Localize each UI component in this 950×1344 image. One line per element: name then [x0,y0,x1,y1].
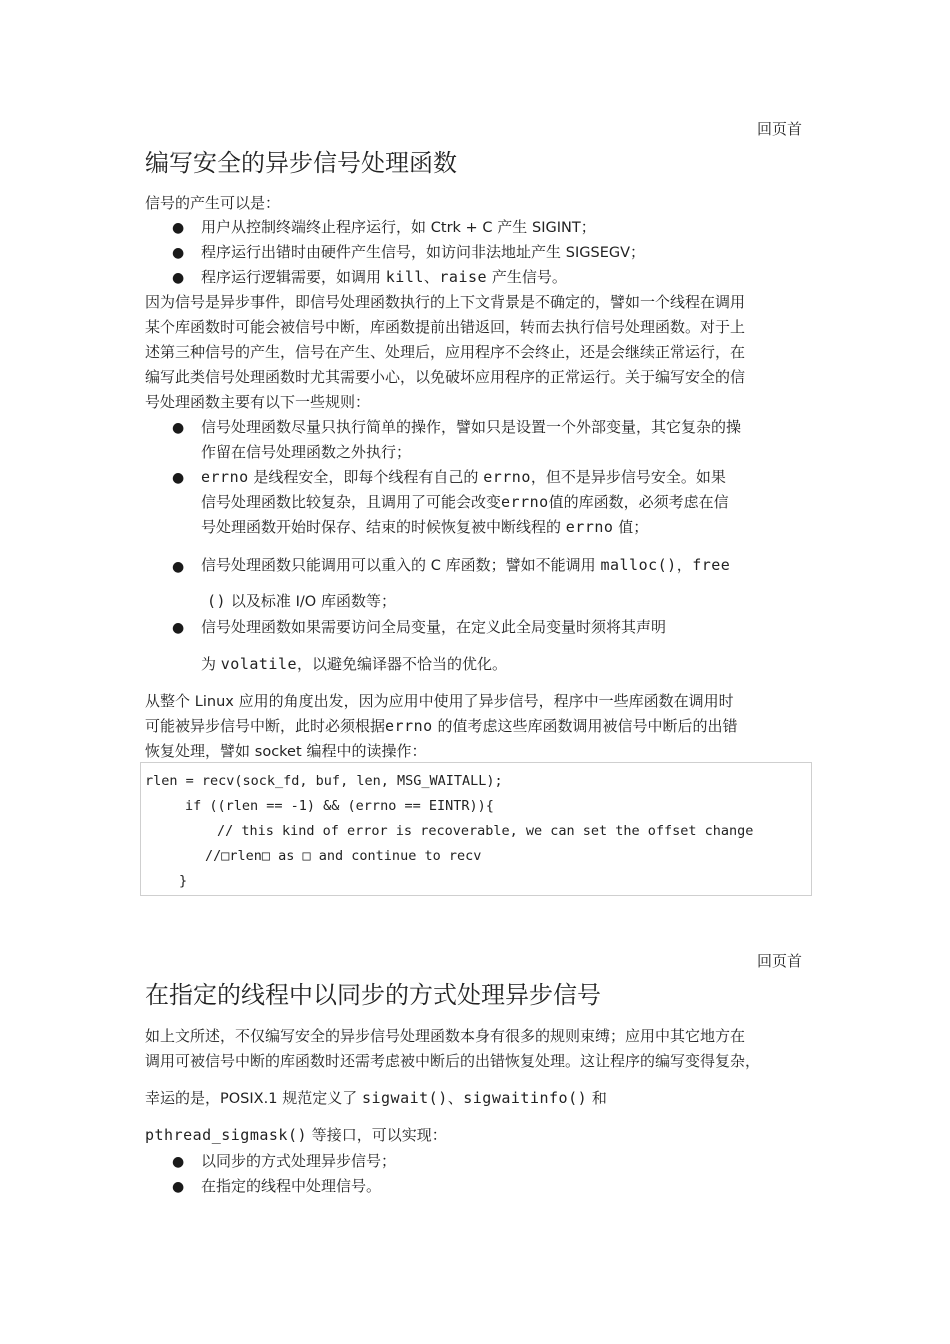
paragraph-line: 幸运的是，POSIX.1 规范定义了 sigwait()、sigwaitinfo() 和 [145,1089,607,1107]
rule-item-line: 为 volatile，以避免编译器不恰当的优化。 [201,655,508,673]
paragraph-line: 编写此类信号处理函数时尤其需要小心，以免破坏应用程序的正常运行。关于编写安全的信 [145,368,746,386]
paragraph-line: 号处理函数主要有以下一些规则： [145,393,371,411]
code-line: if ((rlen == -1) && (errno == EINTR)){ [185,798,494,814]
paragraph-line: 因为信号是异步事件，即信号处理函数执行的上下文背景是不确定的，譬如一个线程在调用 [145,293,746,311]
intro-text: 信号的产生可以是： [145,194,281,212]
code-line: rlen = recv(sock_fd, buf, len, MSG_WAITALL); [145,773,503,789]
code-line: // this kind of error is recoverable, we can set the offset change [217,823,754,839]
paragraph-line: 如上文所述，不仅编写安全的异步信号处理函数本身有很多的规则束缚；应用中其它地方在 [145,1027,746,1045]
list-item: 用户从控制终端终止程序运行，如 Ctrk + C 产生 SIGINT； [201,218,596,236]
code-line: } [179,873,188,889]
paragraph-line: 调用可被信号中断的库函数时还需考虑被中断后的出错恢复处理。这让程序的编写变得复杂， [145,1052,761,1070]
bullet-icon: ● [172,620,185,636]
list-item: 以同步的方式处理异步信号； [201,1152,397,1170]
list-item: 程序运行出错时由硬件产生信号，如访问非法地址产生 SIGSEGV； [201,243,646,261]
rule-item-line: 信号处理函数比较复杂，且调用了可能会改变errno值的库函数，必须考虑在信 [201,493,729,511]
bullet-icon: ● [172,559,185,575]
bullet-icon: ● [172,1154,185,1170]
rule-item-line: 作留在信号处理函数之外执行； [201,443,412,461]
list-item: 程序运行逻辑需要，如调用 kill、raise 产生信号。 [201,268,567,286]
rule-item-line: 信号处理函数如果需要访问全局变量，在定义此全局变量时须将其声明 [201,618,667,636]
bullet-icon: ● [172,420,185,436]
rule-item-line: errno 是线程安全，即每个线程有自己的 errno，但不是异步信号安全。如果 [201,468,726,486]
code-line: //□rlen□ as □ and continue to recv [205,848,482,864]
section-title-safe-signal-handlers: 编写安全的异步信号处理函数 [145,149,457,177]
bullet-icon: ● [172,220,185,236]
bullet-icon: ● [172,245,185,261]
paragraph-line: 恢复处理，譬如 socket 编程中的读操作： [145,742,427,760]
section-title-sync-signal-handling: 在指定的线程中以同步的方式处理异步信号 [145,981,601,1009]
rule-item-line: 号处理函数开始时保存、结束的时候恢复被中断线程的 errno 值； [201,518,649,536]
rule-item-line: 信号处理函数尽量只执行简单的操作，譬如只是设置一个外部变量，其它复杂的操 [201,418,742,436]
paragraph-line: pthread_sigmask() 等接口，可以实现： [145,1126,447,1144]
paragraph-line: 从整个 Linux 应用的角度出发，因为应用中使用了异步信号，程序中一些库函数在调用时 [145,692,734,710]
rule-item-line: 信号处理函数只能调用可以重入的 C 库函数；譬如不能调用 malloc()，free [201,556,731,574]
list-item: 在指定的线程中处理信号。 [201,1177,382,1195]
paragraph-line: 可能被异步信号中断，此时必须根据errno 的值考虑这些库函数调用被信号中断后的出错 [145,717,738,735]
bullet-icon: ● [172,1179,185,1195]
paragraph-line: 某个库函数时可能会被信号中断，库函数提前出错返回，转而去执行信号处理函数。对于上 [145,318,746,336]
rule-item-line: () 以及标准 I/O 库函数等； [207,592,396,610]
paragraph-line: 述第三种信号的产生，信号在产生、处理后，应用程序不会终止，还是会继续正常运行，在 [145,343,746,361]
bullet-icon: ● [172,270,185,286]
back-to-top-link[interactable]: 回页首 [757,952,803,970]
code-block [140,762,812,896]
bullet-icon: ● [172,470,185,486]
back-to-top-link[interactable]: 回页首 [757,120,803,138]
